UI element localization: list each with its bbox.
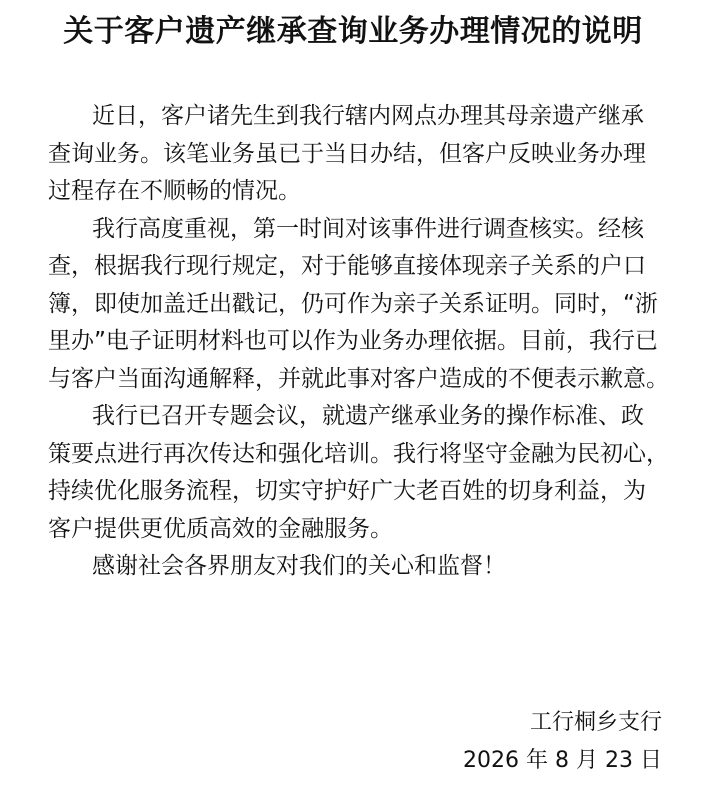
text-line: 客户提供更优质高效的金融服务。 [48, 515, 393, 542]
signature-block [463, 704, 662, 780]
signature-org: 工行桐乡支行 [529, 710, 662, 735]
document-title: 关于客户遗产继承查询业务办理情况的说明 [63, 14, 643, 49]
text-line: 与客户当面沟通解释，并就此事对客户造成的不便表示歉意。 [48, 365, 669, 392]
text-line: 里办”电子证明材料也可以作为业务办理依据。目前，我行已 [48, 328, 658, 354]
text-line: 近日，客户诸先生到我行辖内网点办理其母亲遗产继承 [92, 103, 644, 129]
paragraph-1 [48, 98, 668, 211]
text-line: 查，根据我行现行规定，对于能够直接体现亲子关系的户口 [48, 253, 646, 279]
text-line: 策要点进行再次传达和强化培训。我行将坚守金融为民初心， [48, 440, 669, 467]
paragraph-3 [48, 398, 668, 548]
paragraph-2 [48, 211, 668, 399]
text-line: 过程存在不顺畅的情况。 [48, 178, 301, 204]
text-line: 我行高度重视，第一时间对该事件进行调查核实。经核 [92, 215, 644, 242]
text-line: 持续优化服务流程，切实守护好广大老百姓的切身利益，为 [48, 478, 646, 504]
document-body [48, 98, 668, 586]
signature-date: 2026 年 8 月 23 日 [463, 748, 662, 773]
text-line: 感谢社会各界朋友对我们的关心和监督！ [92, 553, 506, 579]
paragraph-4 [48, 548, 668, 586]
text-line: 我行已召开专题会议，就遗产继承业务的操作标准、政 [92, 403, 644, 429]
text-line: 查询业务。该笔业务虽已于当日办结，但客户反映业务办理 [48, 140, 646, 167]
text-line: 簿，即使加盖迁出戳记，仍可作为亲子关系证明。同时，“浙 [48, 290, 658, 317]
